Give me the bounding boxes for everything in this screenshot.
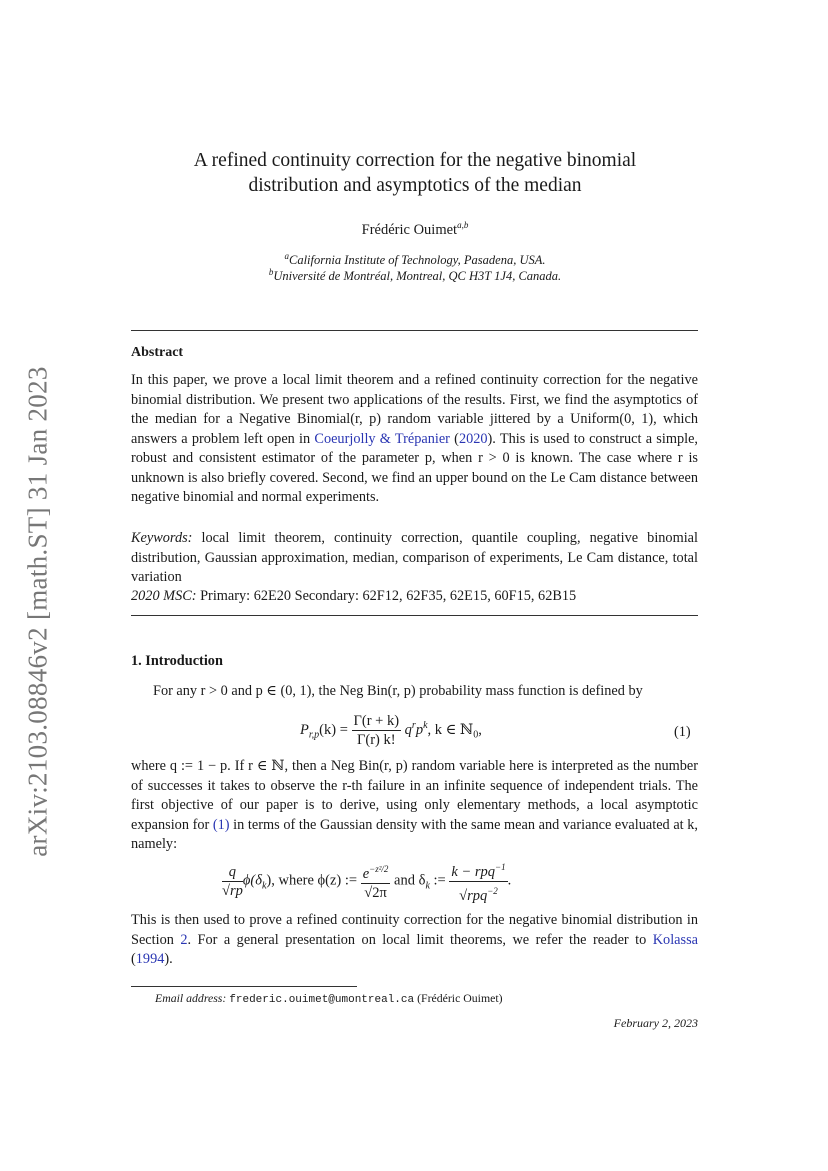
affiliation-1-text: California Institute of Technology, Pasadena, USA. xyxy=(289,253,546,268)
abstract-paren-open: ( xyxy=(449,430,459,447)
paper-title xyxy=(150,148,680,198)
author-affil-marks: a,b xyxy=(457,220,469,230)
keywords-text: local limit theorem, continuity correction, quantile coupling, negative binomial distribution, Gaussian approximation, median, comparison of experiments, Le Cam distance, total variation xyxy=(131,530,698,585)
equation-1-reference[interactable]: (1) xyxy=(212,816,230,833)
arxiv-sidebar xyxy=(8,355,68,865)
intro-p3-text-b: . For a general presentation on local limit theorems, we refer the reader to xyxy=(187,931,653,948)
eq1-domain-sub: 0 xyxy=(473,729,479,741)
email-label: Email address: xyxy=(155,991,227,1005)
citation-kolassa-year[interactable]: 1994 xyxy=(135,951,165,967)
keywords xyxy=(131,529,698,588)
arxiv-identifier: arXiv:2103.08846v2 [math.ST] 31 Jan 2023 xyxy=(22,366,53,857)
intro-paragraph-3 xyxy=(131,911,698,970)
eq2-and-delta: and δ xyxy=(390,872,426,889)
abstract-text-a: In this paper, we prove a local limit theorem and a refined continuity correction for the negative binomial distribution. We present two applications of the results. First, we find the asymptotics of the median for a Negative Binomial(r, p) random variable jittered by a Uniform(0, 1), which answers a problem left open in xyxy=(131,372,698,447)
affiliation-2-text: Université de Montréal, Montreal, QC H3T 1J4, Canada. xyxy=(273,269,562,284)
eq2-frac-3-num: k − rpq xyxy=(451,863,495,880)
affiliation-1 xyxy=(150,251,680,268)
msc-codes xyxy=(131,587,698,607)
eq2-frac-3-den-sup: −2 xyxy=(487,885,498,896)
eq1-arg: (k) = xyxy=(319,721,348,738)
eq2-phi: ϕ(δ xyxy=(242,872,262,889)
section-2-reference[interactable]: 2 xyxy=(180,931,188,948)
abstract-text-b: ). This is used to construct a simple, robust and consistent estimator of the parameter p, when r > 0 is known. The case where r is unknown is also briefly covered. Second, we find an upper bound on the Le Cam distance between negative binomial and normal experiments. xyxy=(131,430,698,505)
eq2-frac-2-num: e xyxy=(362,866,370,883)
eq2-where: ), where ϕ(z) := xyxy=(266,872,358,889)
affiliation-2 xyxy=(150,267,680,284)
eq1-q: q xyxy=(404,721,412,738)
title-line-1: A refined continuity correction for the negative binomial xyxy=(193,150,637,171)
email-owner: (Frédéric Ouimet) xyxy=(417,991,503,1005)
abstract-bottom-rule xyxy=(131,615,698,616)
eq2-phi-sub: k xyxy=(261,880,267,892)
eq1-lhs-sub: r,p xyxy=(308,729,320,741)
intro-p2-text-a: where q := 1 − p. If r ∈ ℕ, then a Neg Bin(r, p) random variable here is interpreted as the number of successes it takes to observe the r-th failure in an infinite sequence of independent trials. The first objective of our paper is to derive, using only elementary methods, a local asymptotic expansion for xyxy=(131,758,698,833)
footnote-email xyxy=(155,991,503,1006)
eq2-frac-2 xyxy=(361,860,391,902)
eq1-fraction xyxy=(352,712,402,749)
eq2-frac-2-sup: −z²/2 xyxy=(369,864,389,875)
eq2-frac-2-den: √2π xyxy=(364,885,387,902)
citation-kolassa[interactable]: Kolassa xyxy=(652,931,698,948)
msc-text: Primary: 62E20 Secondary: 62F12, 62F35, 62E15, 60F15, 62B15 xyxy=(196,588,577,604)
author xyxy=(150,220,680,239)
affiliation-1-mark: a xyxy=(284,251,289,261)
intro-paragraph-2 xyxy=(131,757,698,855)
msc-label: 2020 MSC: xyxy=(131,588,197,604)
citation-coeurjolly[interactable]: Coeurjolly & Trépanier xyxy=(314,430,450,447)
eq2-delta-sub: k xyxy=(425,880,430,892)
intro-p3-paren: ( xyxy=(131,951,136,967)
intro-p2-text-b: in terms of the Gaussian density with the same mean and variance evaluated at k, namely: xyxy=(131,816,698,852)
keywords-label: Keywords: xyxy=(131,530,193,546)
eq1-lhs: P xyxy=(300,721,309,738)
equation-1-number: (1) xyxy=(674,724,691,740)
citation-coeurjolly-year[interactable]: 2020 xyxy=(458,430,488,447)
eq2-frac-1 xyxy=(222,863,243,900)
equation-1: $P_{r,p}(k)$ = $\frac{\Gamma(r + k)}{\Gamma(r) k!}$ $q^rp^k$, k ∈ ℕ$_0$, xyxy=(300,713,482,748)
eq1-denominator: Γ(r) k! xyxy=(356,732,396,748)
intro-paragraph-1: For any r > 0 and p ∈ (0, 1), the Neg Bin(r, p) probability mass function is defined by xyxy=(153,683,643,699)
author-name: Frédéric Ouimet xyxy=(361,221,458,238)
eq2-frac-3-num-sup: −1 xyxy=(495,862,506,872)
abstract-top-rule xyxy=(131,330,698,331)
eq2-frac-3 xyxy=(449,858,507,905)
email-link[interactable]: frederic.ouimet@umontreal.ca xyxy=(229,994,415,1006)
eq1-p: p xyxy=(415,721,424,738)
title-line-2: distribution and asymptotics of the median xyxy=(248,175,582,196)
equation-gaussian-density xyxy=(222,858,511,905)
abstract-body xyxy=(131,371,698,508)
intro-p3-text-c: ). xyxy=(164,951,173,967)
eq1-domain: , k ∈ ℕ xyxy=(427,721,474,738)
affiliation-2-mark: b xyxy=(268,267,274,277)
eq2-frac-1-den: √rp xyxy=(222,882,243,899)
eq2-frac-1-num: q xyxy=(222,863,243,882)
abstract-heading: Abstract xyxy=(131,345,184,360)
section-heading-introduction: 1. Introduction xyxy=(131,653,223,669)
eq2-period: . xyxy=(507,872,512,889)
eq1-numerator: Γ(r + k) xyxy=(353,713,400,729)
eq2-frac-3-den: √rpq xyxy=(459,887,488,904)
intro-p3-text-a: This is then used to prove a refined continuity correction for the negative binomial distribution in Section xyxy=(131,912,698,948)
preprint-date: February 2, 2023 xyxy=(613,1016,698,1030)
footnote-rule xyxy=(131,986,357,987)
eq2-defeq: := xyxy=(429,872,446,889)
